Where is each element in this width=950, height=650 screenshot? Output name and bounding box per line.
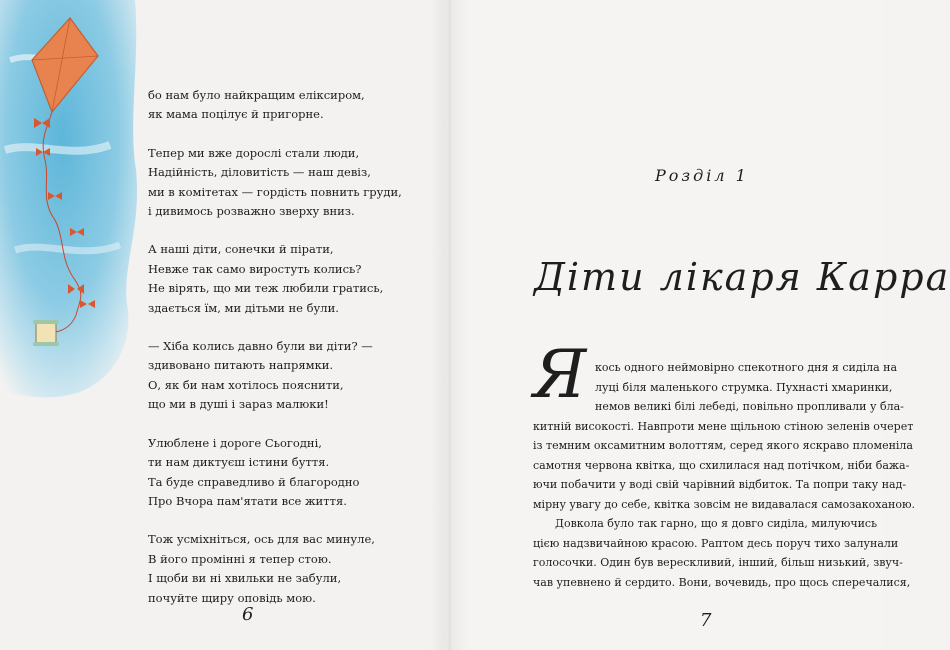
poem-stanza	[148, 530, 433, 608]
text-line: немов великі білі лебеді, повільно пропливали у бла-	[595, 400, 904, 413]
poem-line: Та буде справедливо й благородно	[148, 474, 360, 489]
text-line: луці біля маленького струмка. Пухнасті хмаринки,	[595, 380, 893, 394]
poem-line: В його промінні я тепер стою.	[148, 551, 332, 566]
poem-stanza	[148, 337, 433, 415]
poem-line: Надійність, діловитість — наш девіз,	[148, 165, 371, 180]
chapter-text	[533, 358, 916, 592]
poem-stanza	[148, 144, 433, 222]
text-line: самотня червона квітка, що схилилася над потічком, ніби бажа-	[533, 458, 910, 472]
text-line: цією надзвичайною красою. Раптом десь поруч тихо залунали	[533, 536, 899, 550]
text-line: китній високості. Навпроти мене щільною стіною зеленів очерет	[533, 419, 914, 433]
poem-line: І щоби ви ні хвильки не забули,	[148, 571, 342, 586]
poem-line: Улюблене і дороге Сьогодні,	[148, 435, 322, 450]
page-number-left: 6	[242, 604, 254, 625]
poem-line: Тепер ми вже дорослі стали люди,	[148, 145, 360, 160]
page-number-right: 7	[700, 610, 712, 631]
text-line: із темним оксамитним волоттям, серед якого яскраво пломеніла	[533, 439, 913, 452]
poem-line: і дивимось розважно зверху вниз.	[148, 204, 355, 219]
poem-stanza	[148, 86, 433, 125]
text-line: кось одного неймовірно спекотного дня я сиділа на	[595, 361, 898, 374]
poem-stanza	[148, 240, 433, 318]
poem	[148, 86, 433, 627]
drop-cap: Я	[533, 336, 587, 413]
poem-line: здається їм, ми дітьми не були.	[148, 300, 339, 315]
poem-stanza	[148, 434, 433, 512]
poem-line: — Хіба колись давно були ви діти? —	[148, 339, 373, 354]
poem-line: що ми в душі і зараз малюки!	[148, 397, 329, 412]
text-line: чав упевнено й сердито. Вони, вочевидь, про щось сперечалися,	[533, 575, 911, 589]
chapter-title: Діти лікаря Карра	[534, 255, 950, 299]
poem-line: О, як би нам хотілось пояснити,	[148, 377, 344, 392]
text-line: мірну увагу до себе, квітка зовсім не видавалася самозакоханою.	[533, 497, 916, 511]
poem-line: бо нам було найкращим еліксиром,	[148, 88, 365, 102]
poem-line: Невже так само виростуть колись?	[148, 261, 362, 276]
poem-line: ти нам диктуєш істини буття.	[148, 455, 330, 470]
text-line: голосочки. Один був верескливий, інший, більш низький, звуч-	[533, 556, 903, 569]
poem-line: Тож усміхніться, ось для вас минуле,	[148, 532, 375, 547]
poem-line: здивовано питають напрямки.	[148, 358, 334, 373]
text-line: ючи побачити у воді свій чарівний відбиток. Та попри таку над-	[533, 478, 907, 491]
left-page	[0, 0, 445, 650]
text-line: Довкола було так гарно, що я довго сиділа, милуючись	[555, 517, 878, 530]
book-gutter	[430, 0, 470, 650]
chapter-label: Розділ 1	[655, 166, 749, 185]
poem-line: Про Вчора пам'ятати все життя.	[148, 493, 347, 508]
poem-line: як мама поцілує й пригорне.	[148, 107, 324, 122]
poem-line: почуйте щиру оповідь мою.	[148, 590, 316, 605]
poem-line: Не вірять, що ми теж любили гратись,	[148, 281, 384, 296]
poem-line: ми в комітетах — гордість повнить груди,	[148, 184, 402, 199]
kite-illustration	[0, 0, 140, 405]
poem-line: А наші діти, сонечки й пірати,	[148, 242, 334, 257]
